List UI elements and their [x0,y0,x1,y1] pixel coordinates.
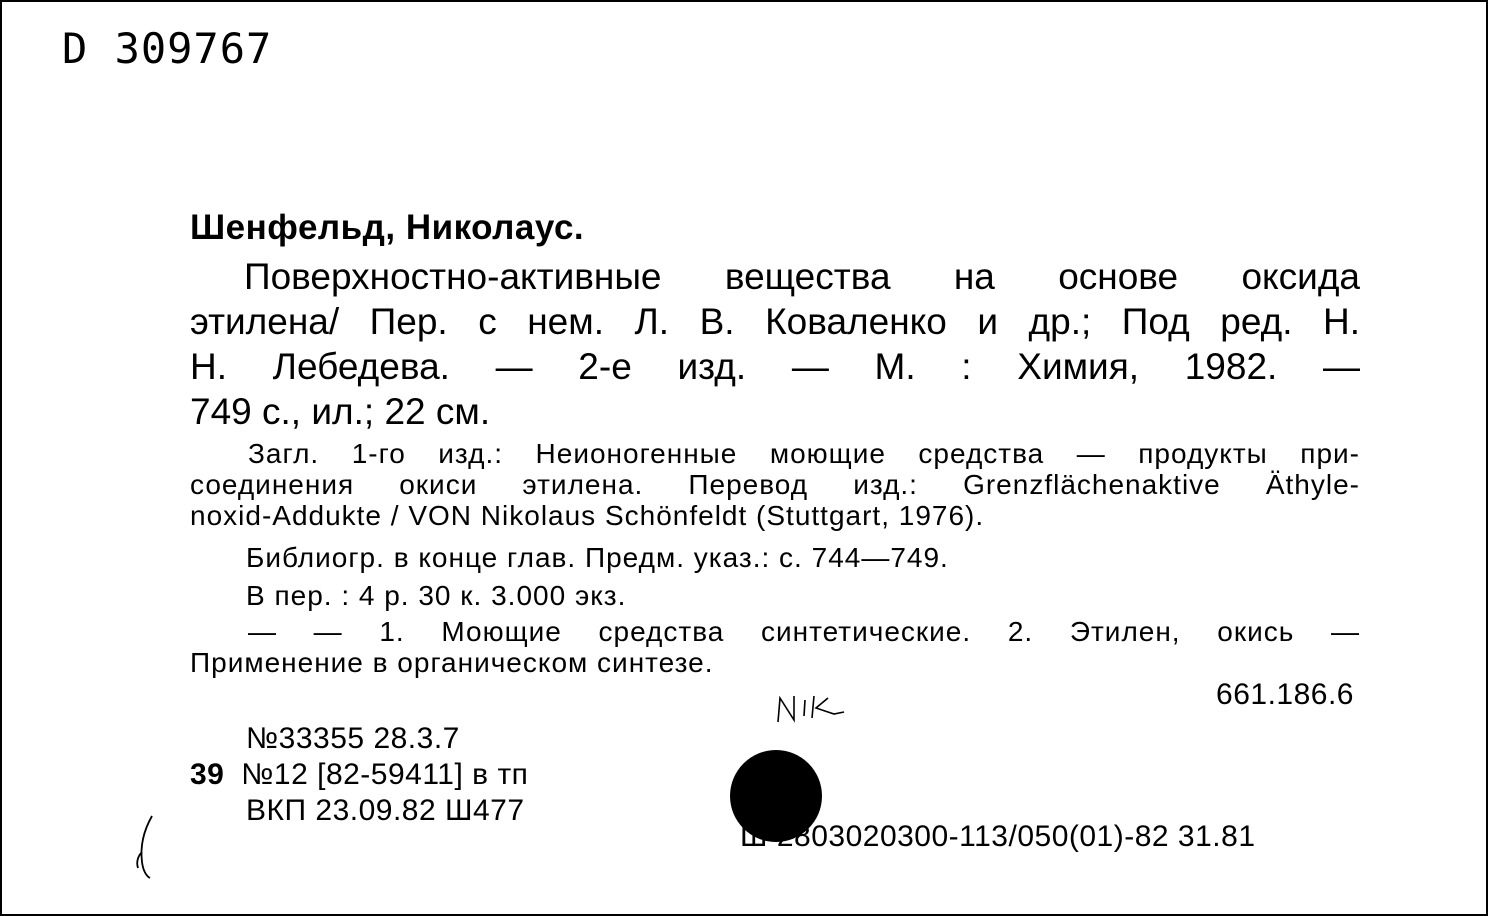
note-line: В пер. : 4 р. 30 к. 3.000 экз. [246,580,627,611]
handwritten-initials [772,688,848,728]
title-line: Поверхностно-активные вещества на основе оксида [244,256,1360,297]
note-line: Загл. 1-го изд.: Неионогенные моющие средства — продукты при- [248,438,1360,469]
subject-headings [190,616,1360,678]
note-line: соединения окиси этилена. Перевод изд.: Grenzflächenaktive Äthyle- [190,469,1360,500]
note-line: Применение в органическом синтезе. [190,647,714,678]
note-line: noxid-Addukte / VON Nikolaus Schönfeldt (Stuttgart, 1976). [190,500,985,531]
note-line: — — 1. Моющие средства синтетические. 2. Этилен, окись — [248,616,1360,647]
registration-line-3: ВКП 23.09.82 Ш477 [246,794,525,827]
price-note [190,580,1360,611]
bibliography-note [190,542,1360,573]
title-block [190,254,1360,434]
author-heading: Шенфельд, Николаус. [190,208,585,247]
handwritten-stroke [130,812,160,882]
publisher-code: Ш 2803020300-113/050(01)-82 31.81 [740,820,1256,853]
registration-line-1: №33355 28.3.7 [246,722,460,755]
registration-prefix: 39 [190,758,225,791]
original-title-note [190,438,1360,531]
registration-text: №12 [82-59411] в тп [241,758,529,791]
registration-line-2 [190,758,528,792]
title-line: этилена/ Пер. с нем. Л. В. Коваленко и др.; Под ред. Н. [190,301,1360,342]
udc-number: 661.186.6 [1216,678,1354,711]
note-line: Библиогр. в конце глав. Предм. указ.: с. 744—749. [246,542,949,573]
title-line: 749 с., ил.; 22 см. [190,391,491,432]
call-number: D 309767 [62,24,273,73]
title-line: Н. Лебедева. — 2-е изд. — М. : Химия, 1982. — [190,346,1360,387]
